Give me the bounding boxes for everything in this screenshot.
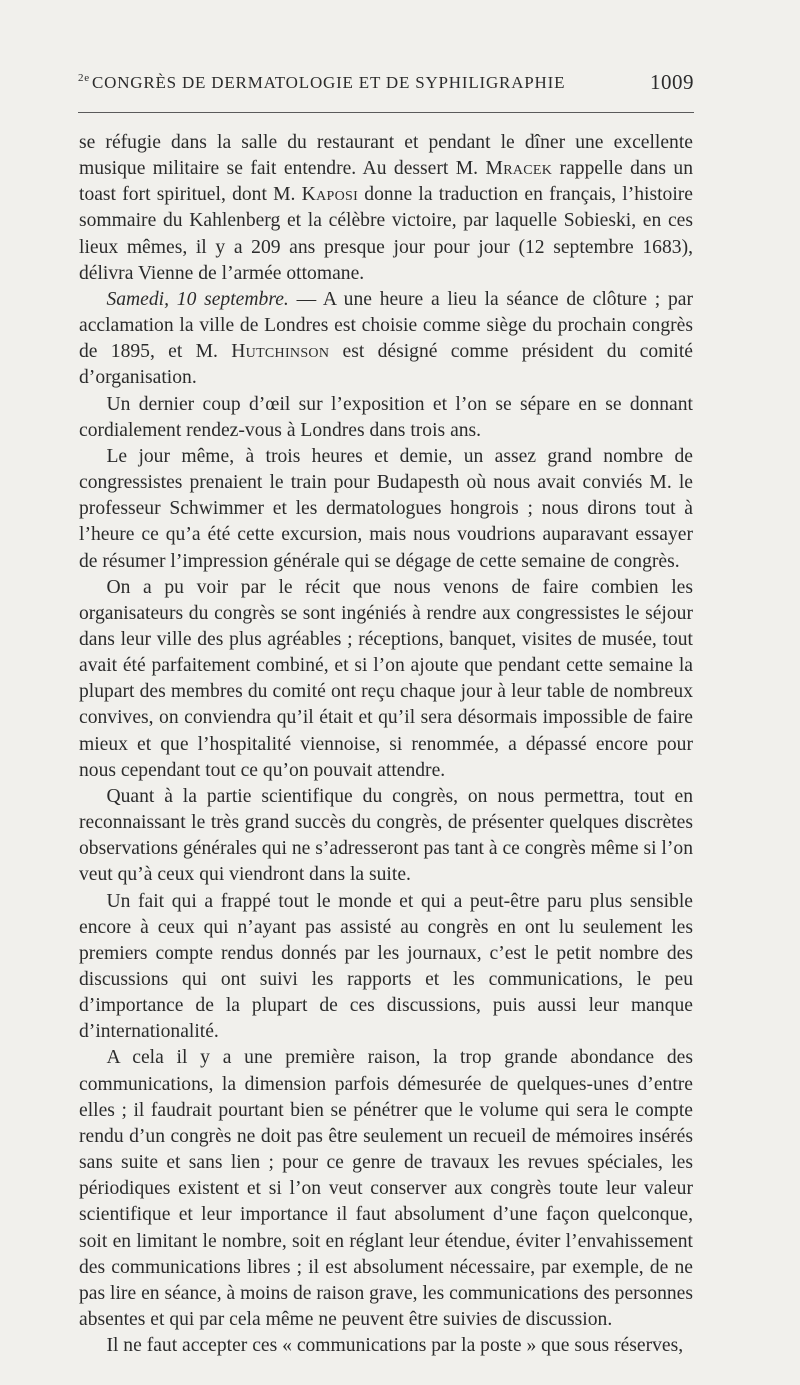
paragraph-2 <box>79 287 693 392</box>
header-ordinal: 2e <box>78 72 90 84</box>
person-name-kaposi: Kaposi <box>301 184 359 206</box>
paragraph-8: A cela il y a une première raison, la trop grande abondance des communications, la dimension parfois démesurée de quelques-unes d’entre elles ; il faudrait pourtant bien se pénétrer que le volume qui sera le compte rendu d’un congrès ne doit pas être seulement un recueil de mémoires insérés sans suite et sans lien ; pour ce genre de travaux les revues spéciales, les périodiques existent et si l’on veut conserver aux congrès toute leur valeur scientifique et leur importance il faut absolument d’une façon quelconque, soit en limitant le nombre, soit en réglant leur étendue, éviter l’envahissement des communications libres ; il est absolument nécessaire, par exemple, de ne pas lire en séance, à moins de raison grave, les communications des personnes absentes et qui par cela même ne peuvent être suivies de discussion. <box>79 1047 693 1331</box>
paragraph-2-text-a: — A une heure a lieu la séance de clôture ; par acclamation la ville de Londres est choisie comme siège du prochain congrès de 1895, et M. <box>79 288 693 363</box>
paragraph-5: On a pu voir par le récit que nous venons de faire combien les organisateurs du congrès se sont ingéniés à rendre aux congressistes le séjour dans leur ville des plus agréables ; réceptions, banquet, visites de musée, tout avait été parfaitement combiné, et si l’on ajoute que pendant cette semaine la plupart des membres du comité ont reçu chaque jour à leur table de nombreux convives, on conviendra qu’il était et qu’il sera désormais impossible de faire mieux et que l’hospitalité viennoise, si renommée, a dépassé encore pour nous cependant tout ce qu’on pouvait attendre. <box>79 576 693 781</box>
paragraph-7: Un fait qui a frappé tout le monde et qui a peut-être paru plus sensible encore à ceux qui n’ayant pas assisté au congrès en ont lu seulement les premiers compte rendus donnés par les journaux, c’est le petit nombre des discussions qui ont suivi les rapports et les communications, le peu d’importance de la plupart de ces discussions, puis aussi leur manque d’internationalité. <box>79 890 693 1043</box>
paragraph-1-text-c: donne la traduction en français, l’histoire sommaire du Kahlenberg et la célèbre victoire, par laquelle Sobieski, en ces lieux mêmes, il y a 209 ans presque jour pour jour (12 septembre 1683), délivra Vienne de l’armée ottomane. <box>79 184 693 284</box>
page-number: 1009 <box>650 70 694 94</box>
paragraph-4: Le jour même, à trois heures et demie, un assez grand nombre de congressistes prenaient le train pour Budapesth où nous avait conviés M. le professeur Schwimmer et les dermatologues hongrois ; nous dirons tout à l’heure ce qu’a été cette excursion, mais nous voudrions auparavant essayer de résumer l’impression générale qui se dégage de cette semaine de congrès. <box>79 445 693 572</box>
body-text <box>79 130 693 1359</box>
person-name-mracek: Mracek <box>485 158 553 180</box>
paragraph-6: Quant à la partie scientifique du congrès, on nous permettra, tout en reconnaissant le très grand succès du congrès, de présenter quelques discrètes observations générales qui ne s’adresseront pas tant à ce congrès même si l’on veut qu’à ceux qui viendront dans la suite. <box>79 785 693 886</box>
paragraph-1-text-a: se réfugie dans la salle du restaurant et pendant le dîner une excellente musique militaire se fait entendre. Au dessert M. <box>79 132 693 180</box>
paragraph-9: Il ne faut accepter ces « communications par la poste » que sous réserves, <box>106 1335 684 1357</box>
running-header <box>78 72 694 102</box>
person-name-hutchinson: Hutchinson <box>231 341 330 363</box>
paragraph-2-text-b: est désigné comme président du comité d’organisation. <box>79 341 693 389</box>
paragraph-1 <box>79 130 693 287</box>
header-title <box>78 72 565 93</box>
date-heading: Samedi, 10 septembre. <box>106 288 289 310</box>
paragraph-1-text-b: rappelle dans un toast fort spirituel, dont M. <box>79 158 693 206</box>
header-rule <box>78 112 694 113</box>
paragraph-3: Un dernier coup d’œil sur l’exposition et l’on se sépare en se donnant cordialement rendez-vous à Londres dans trois ans. <box>79 393 693 441</box>
header-title-text: CONGRÈS DE DERMATOLOGIE ET DE SYPHILIGRAPHIE <box>91 73 566 92</box>
